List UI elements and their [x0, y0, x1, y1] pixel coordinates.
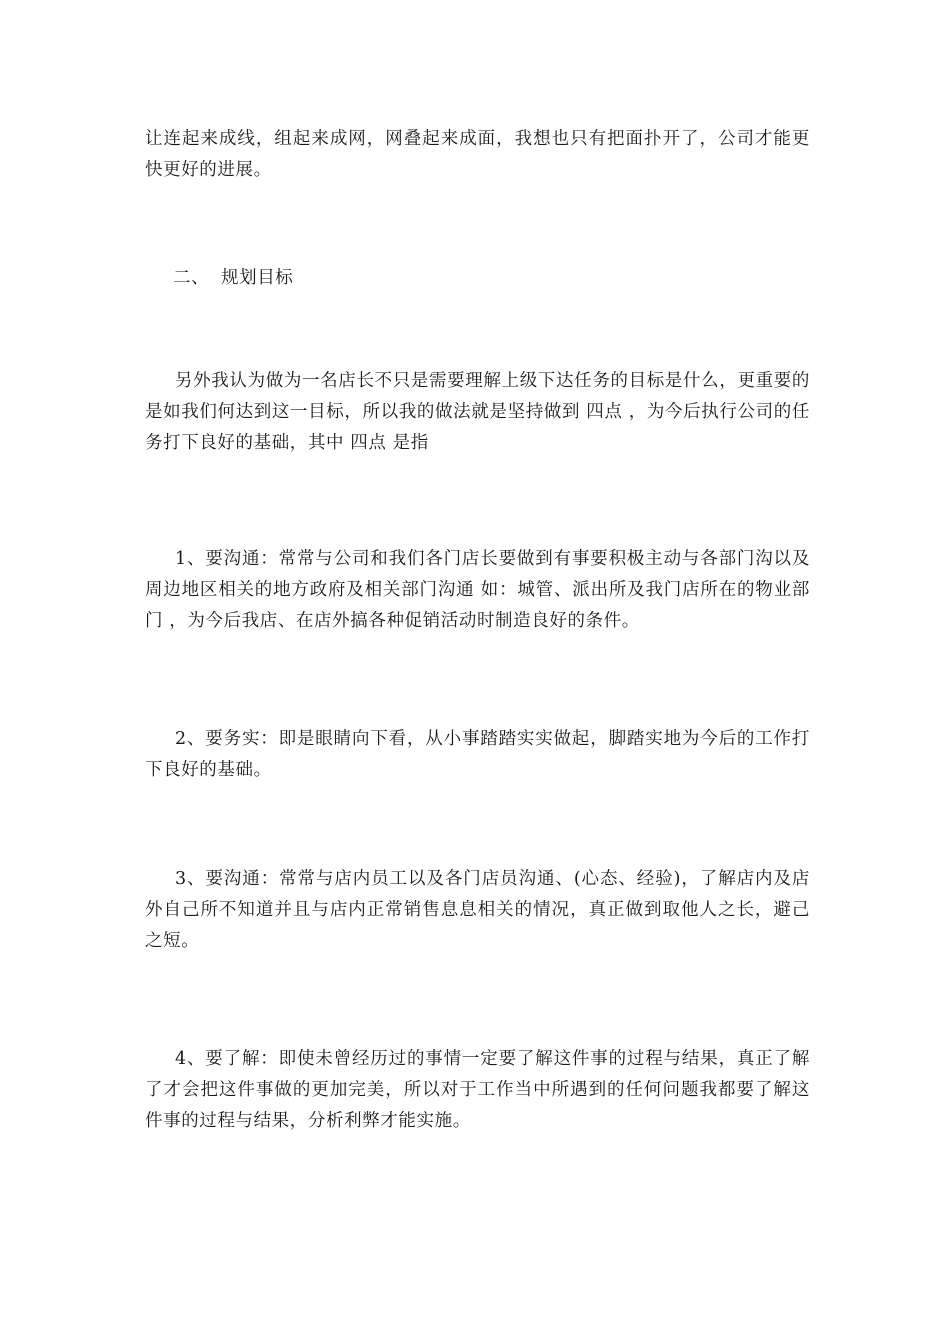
section-heading [173, 263, 293, 294]
list-item-communicate-external: 1、要沟通：常常与公司和我们各门店长要做到有事要积极主动与各部门沟以及周边地区相关的地方政府及相关部门沟通 如：城管、派出所及我门店所在的物业部门 ，为今后我店、在店外搞各种促销活动时制造良好的条件。 [145, 549, 810, 631]
list-item-understand: 4、要了解：即使未曾经历过的事情一定要了解这件事的过程与结果，真正了解了才会把这件事做的更加完美，所以对于工作当中所遇到的任何问题我都要了解这件事的过程与结果，分析利弊才能实施。 [145, 1049, 810, 1131]
list-item-practical: 2、要务实：即是眼睛向下看，从小事踏踏实实做起，脚踏实地为今后的工作打下良好的基础。 [145, 729, 810, 780]
section-heading-number: 二、 [173, 268, 210, 288]
paragraph-intro-continuation: 让连起来成线，组起来成网，网叠起来成面，我想也只有把面扑开了，公司才能更快更好的进展。 [145, 129, 810, 180]
list-item-communicate-internal: 3、要沟通：常常与店内员工以及各门店员沟通、(心态、经验)，了解店内及店外自己所不知道并且与店内正常销售息息相关的情况，真正做到取他人之长，避己之短。 [145, 869, 810, 951]
section-heading-title: 规划目标 [221, 268, 294, 288]
paragraph-goals: 另外我认为做为一名店长不只是需要理解上级下达任务的目标是什么，更重要的是如我们何达到这一目标，所以我的做法就是坚持做到 四点 ，为今后执行公司的任务打下良好的基础，其中 四点 是指 [145, 371, 810, 453]
